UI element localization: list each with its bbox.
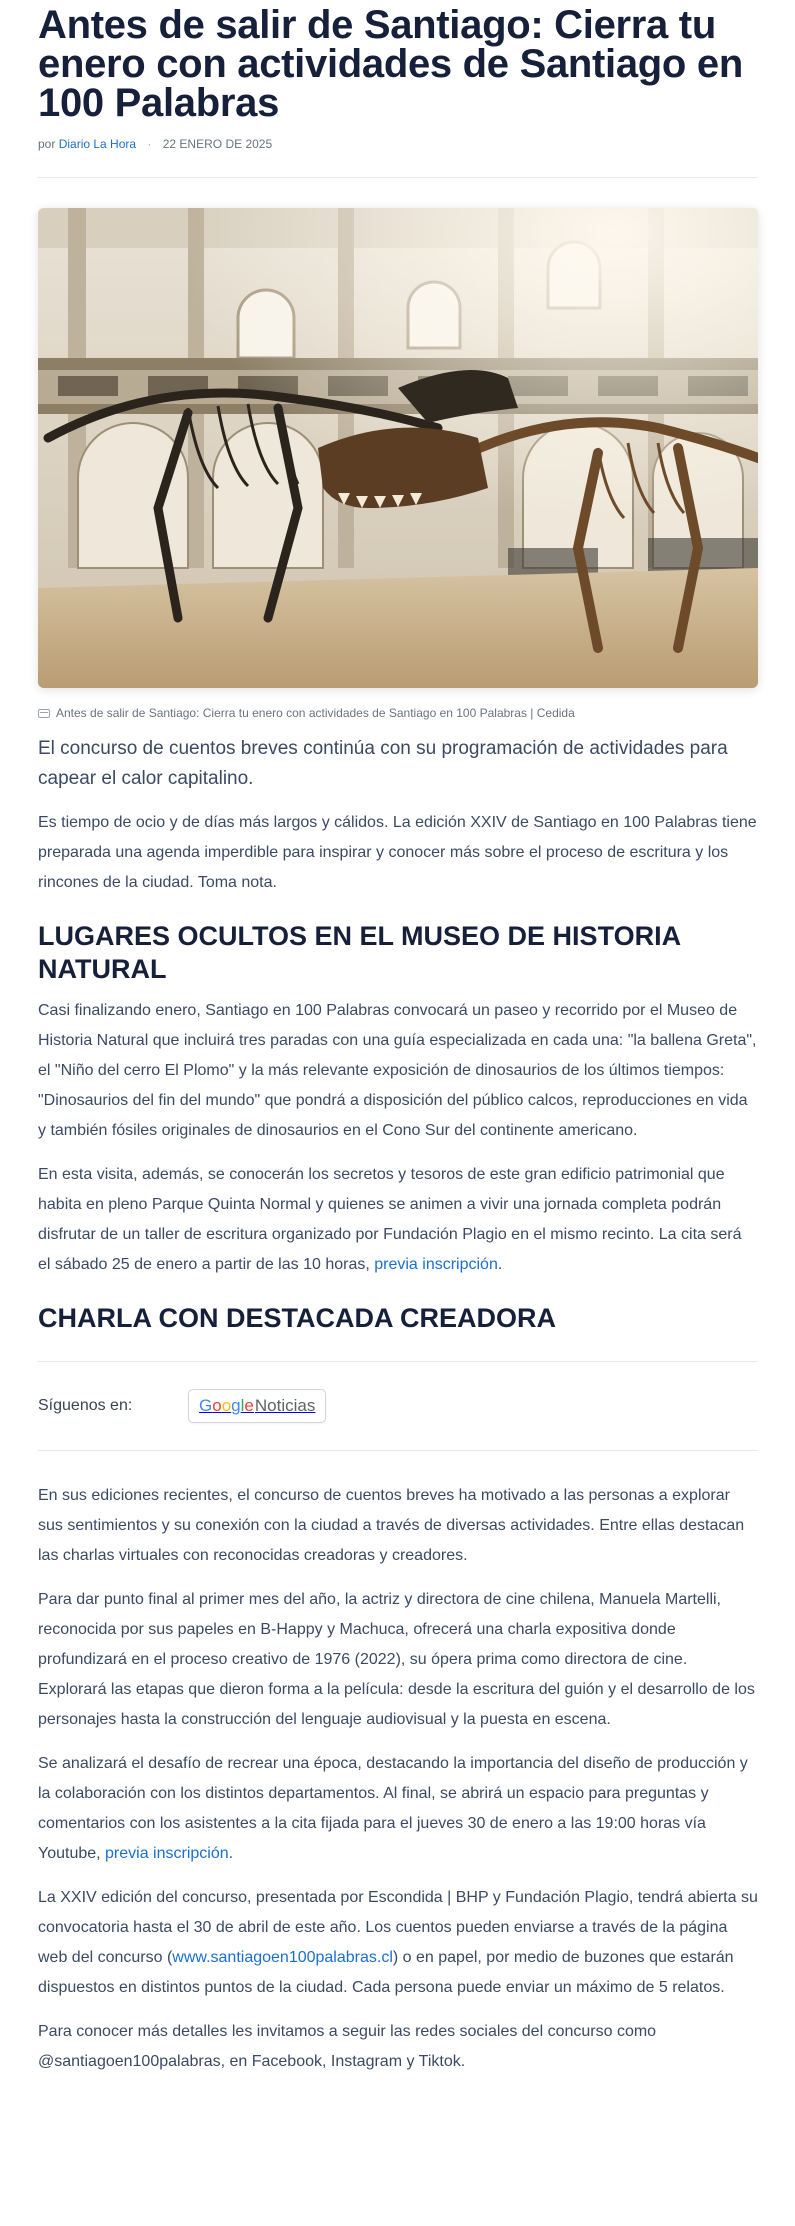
registration-link[interactable]: previa inscripción bbox=[374, 1256, 498, 1273]
contest-website-link[interactable]: www.santiagoen100palabras.cl bbox=[172, 1949, 393, 1966]
image-caption-text: Antes de salir de Santiago: Cierra tu enero con actividades de Santiago en 100 Palabras | Cedida bbox=[56, 706, 575, 720]
google-letter: G bbox=[199, 1396, 213, 1415]
paragraph-text: En esta visita, además, se conocerán los secretos y tesoros de este gran edificio patrimonial que habita en pleno Parque Quinta Normal y quienes se animen a vivir una jornada completa podrán disfrutar de un taller de escritura organizado por Fundación Plagio en el mismo recinto. La cita será el sábado 25 de enero a partir de las 10 horas, bbox=[38, 1166, 742, 1273]
section-title-museum: LUGARES OCULTOS EN EL MUSEO DE HISTORIA NATURAL bbox=[38, 921, 681, 984]
paragraph-text: Se analizará el desafío de recrear una época, destacando la importancia del diseño de producción y la colaboración con los distintos departamentos. Al final, se abrirá un espacio para preguntas y comentarios con los asistentes a la cita fijada para el jueves 30 de enero a las 19:00 horas vía Youtube, bbox=[38, 1755, 748, 1862]
byline-prefix: por bbox=[38, 137, 56, 151]
paragraph-end: . bbox=[228, 1845, 234, 1862]
paragraph-end: . bbox=[497, 1256, 503, 1273]
article bbox=[38, 0, 758, 2111]
paragraph-text: La XXIV edición del concurso, presentada por Escondida | BHP y Fundación Plagio, tendrá abierta su convocatoria hasta el 30 de abril de este año. Los cuentos pueden enviarse a través de la página web del concurso ( bbox=[38, 1889, 758, 1966]
google-letter: l bbox=[240, 1396, 245, 1415]
google-letter: e bbox=[244, 1396, 254, 1415]
publish-date: 22 ENERO DE 2025 bbox=[162, 137, 273, 151]
article-intro: Es tiempo de ocio y de días más largos y cálidos. La edición XXIV de Santiago en 100 Palabras tiene preparada una agenda imperdible para inspirar y conocer más sobre el proceso de escritura y los rincones de la ciudad. Toma nota. bbox=[38, 814, 757, 891]
author-link[interactable]: Diario La Hora bbox=[58, 137, 137, 151]
byline bbox=[38, 137, 758, 151]
google-letter: o bbox=[221, 1396, 232, 1415]
google-news-button[interactable] bbox=[188, 1389, 326, 1423]
camera-icon bbox=[38, 709, 50, 718]
google-news-suffix: Noticias bbox=[254, 1396, 316, 1415]
byline-separator: · bbox=[147, 137, 152, 151]
section-talk-paragraph-4 bbox=[38, 1883, 758, 2003]
hero-image bbox=[38, 208, 758, 688]
section-title-talk: CHARLA CON DESTACADA CREADORA bbox=[38, 1303, 556, 1333]
google-letter: o bbox=[212, 1396, 222, 1415]
title-divider bbox=[38, 177, 758, 178]
article-lead: El concurso de cuentos breves continúa con su programación de actividades para capear el calor capitalino. bbox=[38, 738, 728, 789]
follow-label: Síguenos en: bbox=[38, 1397, 133, 1414]
section-talk-paragraph-3 bbox=[38, 1749, 758, 1869]
google-letter: g bbox=[231, 1396, 241, 1415]
registration-link[interactable]: previa inscripción bbox=[105, 1845, 229, 1862]
museum-dinosaur-photo bbox=[38, 208, 758, 688]
section-museum-paragraph-2 bbox=[38, 1160, 758, 1280]
paragraph-text: ) o en papel, por medio de buzones que estarán dispuestos en distintos puntos de la ciudad. Cada persona puede enviar un máximo de 5 relatos. bbox=[38, 1949, 734, 1996]
section-talk-paragraph-1: En sus ediciones recientes, el concurso de cuentos breves ha motivado a las personas a explorar sus sentimientos y su conexión con la ciudad a través de diversas actividades. Entre ellas destacan las charlas virtuales con reconocidas creadoras y creadores. bbox=[38, 1487, 745, 1564]
image-caption bbox=[38, 706, 758, 720]
follow-bar bbox=[38, 1361, 758, 1451]
section-talk-paragraph-5: Para conocer más detalles les invitamos a seguir las redes sociales del concurso como @santiagoen100palabras, en Facebook, Instagram y Tiktok. bbox=[38, 2023, 657, 2070]
section-talk-paragraph-2: Para dar punto final al primer mes del año, la actriz y directora de cine chilena, Manuela Martelli, reconocida por sus papeles en B-Happy y Machuca, ofrecerá una charla expositiva donde profundizará en el proceso creativo de 1976 (2022), su ópera prima como directora de cine. Explorará las etapas que dieron forma a la película: desde la escritura del guión y el desarrollo de los personajes hasta la construcción del lenguaje audiovisual y la puesta en escena. bbox=[38, 1591, 755, 1728]
section-museum-paragraph-1: Casi finalizando enero, Santiago en 100 Palabras convocará un paseo y recorrido por el Museo de Historia Natural que incluirá tres paradas con una guía especializada en cada una: "la ballena Greta", el "Niño del cerro El Plomo" y la más relevante exposición de dinosaurios de los últimos tiempos: "Dinosaurios del fin del mundo" que pondrá a disposición del público calcos, reproducciones en vida y también fósiles originales de dinosaurios en el Cono Sur del continente americano. bbox=[38, 1002, 757, 1139]
article-title: Antes de salir de Santiago: Cierra tu enero con actividades de Santiago en 100 Palabras bbox=[38, 3, 743, 125]
